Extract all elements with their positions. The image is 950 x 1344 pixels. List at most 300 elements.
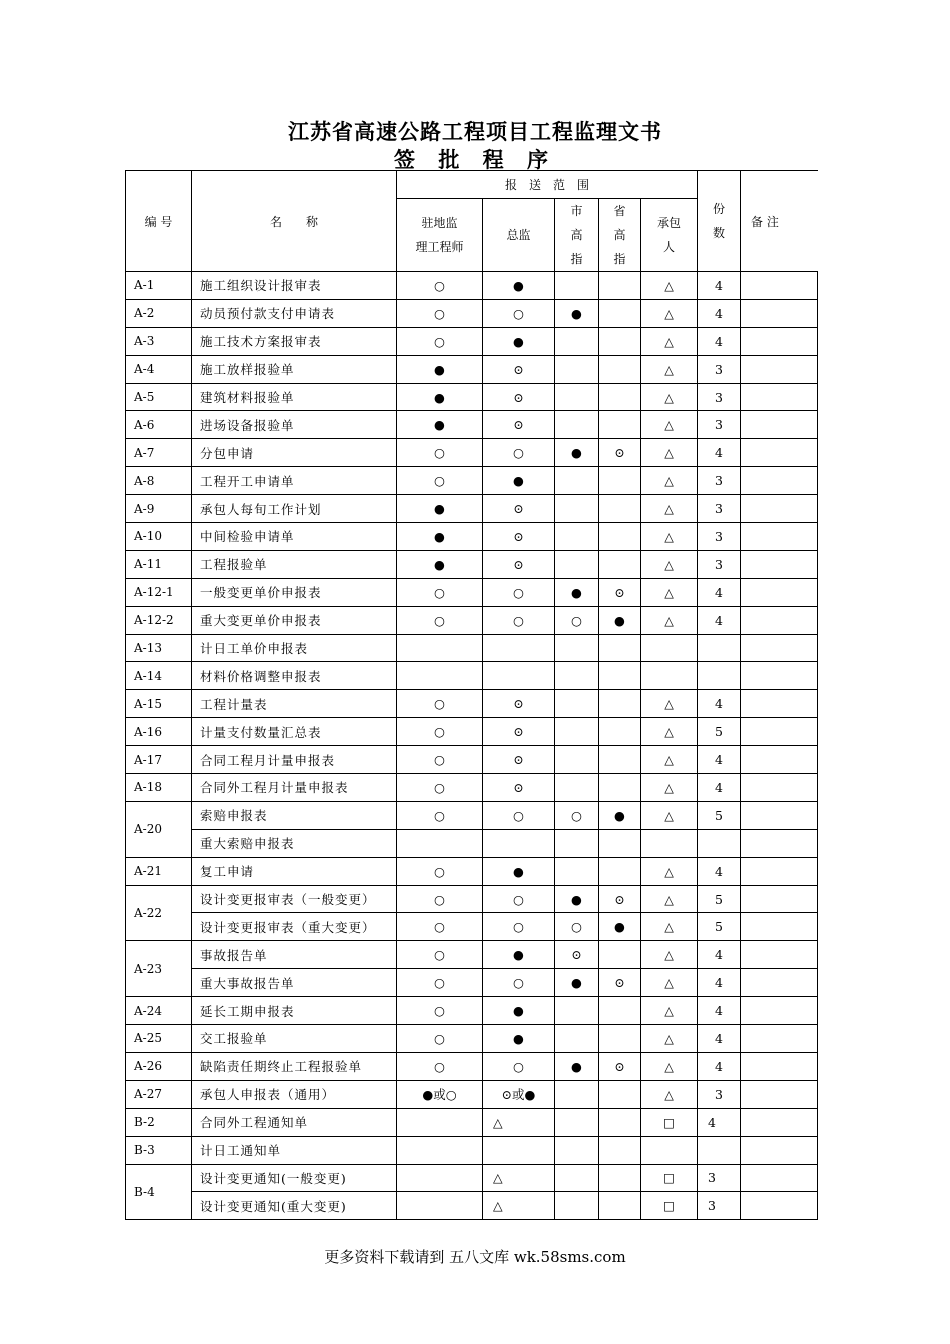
city-mark [555,1108,599,1136]
row-code: A-6 [126,411,192,439]
province-mark [599,327,641,355]
province-mark [599,299,641,327]
copies-count: 5 [698,801,741,829]
contractor-mark: △ [641,690,698,718]
resident-mark: ● [397,550,483,578]
city-mark: ● [555,578,599,606]
contractor-mark: △ [641,941,698,969]
resident-mark [397,1136,483,1164]
chief-mark: ○ [483,578,555,606]
province-mark [599,941,641,969]
city-mark [555,550,599,578]
table-row [126,1025,818,1053]
contractor-mark: □ [641,1108,698,1136]
resident-mark: ○ [397,1025,483,1053]
copies-count: 4 [698,774,741,802]
table-row [126,941,818,969]
row-name: 重大变更单价申报表 [192,606,397,634]
city-mark [555,634,599,662]
province-mark: ⊙ [599,1052,641,1080]
copies-count: 3 [698,467,741,495]
row-remarks [741,1025,818,1053]
row-code: A-27 [126,1080,192,1108]
row-name: 重大事故报告单 [192,969,397,997]
contractor-mark: △ [641,997,698,1025]
row-code: A-14 [126,662,192,690]
table-row [126,578,818,606]
city-mark [555,1080,599,1108]
row-remarks [741,969,818,997]
row-code: B-3 [126,1136,192,1164]
resident-mark [397,1192,483,1220]
city-mark: ○ [555,606,599,634]
copies-count [698,634,741,662]
header-scope: 报 送 范 围 [397,171,698,199]
row-name: 一般变更单价申报表 [192,578,397,606]
row-name: 合同工程月计量申报表 [192,746,397,774]
row-name: 工程开工申请单 [192,467,397,495]
row-name: 事故报告单 [192,941,397,969]
chief-mark: ○ [483,913,555,941]
copies-count [698,662,741,690]
contractor-mark: △ [641,718,698,746]
header-name: 名 称 [192,171,397,272]
chief-mark: ⊙ [483,355,555,383]
province-mark [599,1108,641,1136]
resident-mark: ○ [397,941,483,969]
chief-mark: ● [483,272,555,300]
contractor-mark: □ [641,1164,698,1192]
row-remarks [741,1080,818,1108]
province-mark: ● [599,801,641,829]
resident-mark: ○ [397,1052,483,1080]
row-name: 承包人每旬工作计划 [192,495,397,523]
copies-count: 3 [698,1080,741,1108]
row-code: A-18 [126,774,192,802]
contractor-mark: □ [641,1192,698,1220]
resident-mark: ○ [397,606,483,634]
province-mark [599,690,641,718]
province-mark: ⊙ [599,885,641,913]
row-remarks [741,606,818,634]
row-code: A-22 [126,885,192,941]
chief-mark: ● [483,997,555,1025]
row-code: A-26 [126,1052,192,1080]
contractor-mark: △ [641,1052,698,1080]
chief-mark: ○ [483,299,555,327]
province-mark [599,383,641,411]
copies-count: 5 [698,885,741,913]
row-remarks [741,327,818,355]
copies-count [698,829,741,857]
row-remarks [741,829,818,857]
row-code: A-16 [126,718,192,746]
table-row [126,272,818,300]
row-remarks [741,355,818,383]
city-mark [555,746,599,774]
copies-count: 4 [698,272,741,300]
province-mark [599,467,641,495]
contractor-mark: △ [641,885,698,913]
copies-count: 4 [698,1108,741,1136]
chief-mark: ○ [483,801,555,829]
row-remarks [741,718,818,746]
resident-mark [397,1108,483,1136]
contractor-mark: △ [641,550,698,578]
table-row [126,355,818,383]
header-copies: 份 数 [698,171,741,272]
row-name: 交工报验单 [192,1025,397,1053]
row-code: A-9 [126,495,192,523]
chief-mark: ⊙ [483,550,555,578]
city-mark: ⊙ [555,941,599,969]
header-resident: 驻地监 理工程师 [397,198,483,271]
row-name: 中间检验申请单 [192,523,397,551]
row-code: A-11 [126,550,192,578]
chief-mark: ○ [483,1052,555,1080]
row-code: A-20 [126,801,192,857]
province-mark [599,272,641,300]
city-mark [555,690,599,718]
row-remarks [741,299,818,327]
city-mark [555,662,599,690]
row-name: 缺陷责任期终止工程报验单 [192,1052,397,1080]
contractor-mark: △ [641,969,698,997]
table-row [126,1108,818,1136]
chief-mark: ● [483,1025,555,1053]
copies-count: 4 [698,997,741,1025]
table-row [126,969,818,997]
copies-count: 4 [698,857,741,885]
contractor-mark: △ [641,523,698,551]
row-name: 动员预付款支付申请表 [192,299,397,327]
copies-count: 4 [698,606,741,634]
contractor-mark: △ [641,857,698,885]
contractor-mark: △ [641,439,698,467]
contractor-mark: △ [641,355,698,383]
copies-count: 5 [698,913,741,941]
row-code: B-4 [126,1164,192,1220]
header-province: 省 高 指 [599,198,641,271]
chief-mark [483,1136,555,1164]
row-name: 计日工单价申报表 [192,634,397,662]
resident-mark [397,634,483,662]
contractor-mark: △ [641,272,698,300]
city-mark [555,857,599,885]
city-mark [555,411,599,439]
row-remarks [741,550,818,578]
contractor-mark: △ [641,467,698,495]
contractor-mark: △ [641,606,698,634]
table-row [126,857,818,885]
row-remarks [741,495,818,523]
row-code: A-25 [126,1025,192,1053]
copies-count: 4 [698,746,741,774]
header-city: 市 高 指 [555,198,599,271]
chief-mark: ● [483,941,555,969]
row-remarks [741,746,818,774]
contractor-mark: △ [641,383,698,411]
table-row [126,1136,818,1164]
row-name: 施工放样报验单 [192,355,397,383]
row-code: A-23 [126,941,192,997]
province-mark [599,523,641,551]
copies-count: 3 [698,495,741,523]
copies-count: 3 [698,550,741,578]
resident-mark [397,1164,483,1192]
province-mark [599,1136,641,1164]
city-mark: ● [555,299,599,327]
city-mark [555,774,599,802]
chief-mark: ⊙ [483,746,555,774]
resident-mark: ○ [397,272,483,300]
copies-count [698,1136,741,1164]
table-row [126,801,818,829]
approval-table [125,170,818,1220]
resident-mark: ○ [397,467,483,495]
row-remarks [741,578,818,606]
resident-mark: ○ [397,801,483,829]
row-remarks [741,439,818,467]
table-row [126,690,818,718]
copies-count: 4 [698,1052,741,1080]
copies-count: 4 [698,327,741,355]
table-row [126,913,818,941]
city-mark [555,997,599,1025]
resident-mark: ○ [397,997,483,1025]
row-code: A-2 [126,299,192,327]
contractor-mark: △ [641,801,698,829]
row-remarks [741,997,818,1025]
chief-mark: ⊙ [483,495,555,523]
row-name: 工程计量表 [192,690,397,718]
city-mark: ● [555,1052,599,1080]
contractor-mark: △ [641,327,698,355]
row-remarks [741,1136,818,1164]
row-code: A-3 [126,327,192,355]
province-mark [599,857,641,885]
resident-mark: ● [397,495,483,523]
chief-mark [483,829,555,857]
resident-mark: ● [397,411,483,439]
table-row [126,774,818,802]
table-row [126,829,818,857]
row-remarks [741,523,818,551]
row-remarks [741,913,818,941]
province-mark [599,997,641,1025]
row-name: 合同外工程通知单 [192,1108,397,1136]
table-row [126,327,818,355]
row-code: A-7 [126,439,192,467]
chief-mark: ○ [483,439,555,467]
chief-mark: ○ [483,969,555,997]
row-name: 施工组织设计报审表 [192,272,397,300]
row-name: 建筑材料报验单 [192,383,397,411]
province-mark: ⊙ [599,439,641,467]
city-mark [555,1192,599,1220]
table-row [126,523,818,551]
table-row [126,1164,818,1192]
province-mark [599,718,641,746]
row-remarks [741,801,818,829]
resident-mark: ● [397,383,483,411]
copies-count: 3 [698,523,741,551]
table-row [126,467,818,495]
chief-mark: ⊙ [483,690,555,718]
contractor-mark [641,1136,698,1164]
province-mark [599,746,641,774]
row-name: 计日工通知单 [192,1136,397,1164]
chief-mark: ⊙或● [483,1080,555,1108]
contractor-mark: △ [641,299,698,327]
header-chief: 总监 [483,198,555,271]
row-code: A-1 [126,272,192,300]
row-code: A-17 [126,746,192,774]
province-mark [599,1192,641,1220]
contractor-mark: △ [641,1025,698,1053]
chief-mark: △ [483,1164,555,1192]
table-row [126,662,818,690]
row-code: B-2 [126,1108,192,1136]
province-mark [599,355,641,383]
province-mark [599,1080,641,1108]
row-code: A-4 [126,355,192,383]
table-row [126,718,818,746]
contractor-mark: △ [641,495,698,523]
city-mark [555,327,599,355]
row-name: 设计变更通知(重大变更) [192,1192,397,1220]
city-mark [555,355,599,383]
table-row [126,439,818,467]
resident-mark: ○ [397,969,483,997]
table-row [126,1192,818,1220]
province-mark: ⊙ [599,969,641,997]
table-row [126,299,818,327]
resident-mark: ○ [397,857,483,885]
contractor-mark: △ [641,774,698,802]
row-name: 延长工期申报表 [192,997,397,1025]
row-remarks [741,272,818,300]
header-contractor: 承包 人 [641,198,698,271]
copies-count: 4 [698,969,741,997]
table-row [126,997,818,1025]
table-row [126,1052,818,1080]
chief-mark: ● [483,327,555,355]
province-mark: ⊙ [599,578,641,606]
chief-mark: ⊙ [483,411,555,439]
province-mark: ● [599,606,641,634]
row-name: 合同外工程月计量申报表 [192,774,397,802]
resident-mark: ● [397,355,483,383]
row-remarks [741,383,818,411]
resident-mark: ○ [397,913,483,941]
copies-count: 3 [698,1164,741,1192]
row-name: 设计变更报审表（重大变更） [192,913,397,941]
copies-count: 4 [698,299,741,327]
chief-mark: ⊙ [483,718,555,746]
contractor-mark: △ [641,1080,698,1108]
city-mark [555,523,599,551]
row-remarks [741,1192,818,1220]
resident-mark: ●或○ [397,1080,483,1108]
row-code: A-12-1 [126,578,192,606]
chief-mark: ○ [483,885,555,913]
resident-mark: ○ [397,885,483,913]
copies-count: 4 [698,941,741,969]
chief-mark: ● [483,857,555,885]
row-code: A-13 [126,634,192,662]
table-row [126,606,818,634]
row-remarks [741,662,818,690]
chief-mark: △ [483,1192,555,1220]
row-remarks [741,857,818,885]
chief-mark: △ [483,1108,555,1136]
resident-mark: ○ [397,299,483,327]
chief-mark [483,662,555,690]
row-remarks [741,1164,818,1192]
copies-count: 4 [698,439,741,467]
province-mark [599,411,641,439]
row-name: 设计变更报审表（一般变更） [192,885,397,913]
row-remarks [741,411,818,439]
city-mark: ● [555,969,599,997]
copies-count: 4 [698,1025,741,1053]
table-row [126,411,818,439]
chief-mark: ● [483,467,555,495]
row-remarks [741,634,818,662]
province-mark [599,495,641,523]
city-mark: ● [555,439,599,467]
chief-mark: ○ [483,606,555,634]
copies-count: 3 [698,1192,741,1220]
row-name: 重大索赔申报表 [192,829,397,857]
row-code: A-24 [126,997,192,1025]
resident-mark: ○ [397,690,483,718]
province-mark [599,774,641,802]
resident-mark: ● [397,523,483,551]
resident-mark: ○ [397,774,483,802]
row-name: 承包人申报表（通用） [192,1080,397,1108]
document-subtitle: 签 批 程 序 [394,147,556,172]
header-remarks: 备 注 [741,171,818,272]
chief-mark: ⊙ [483,383,555,411]
province-mark [599,550,641,578]
row-remarks [741,774,818,802]
copies-count: 4 [698,690,741,718]
table-row [126,885,818,913]
city-mark [555,272,599,300]
city-mark [555,467,599,495]
row-name: 材料价格调整申报表 [192,662,397,690]
province-mark: ● [599,913,641,941]
chief-mark: ⊙ [483,774,555,802]
city-mark [555,718,599,746]
resident-mark: ○ [397,578,483,606]
row-name: 索赔申报表 [192,801,397,829]
resident-mark [397,829,483,857]
copies-count: 4 [698,578,741,606]
row-name: 复工申请 [192,857,397,885]
resident-mark: ○ [397,718,483,746]
row-name: 设计变更通知(一般变更) [192,1164,397,1192]
row-name: 分包申请 [192,439,397,467]
province-mark [599,1025,641,1053]
chief-mark [483,634,555,662]
row-remarks [741,1108,818,1136]
city-mark [555,1136,599,1164]
province-mark [599,662,641,690]
row-remarks [741,467,818,495]
